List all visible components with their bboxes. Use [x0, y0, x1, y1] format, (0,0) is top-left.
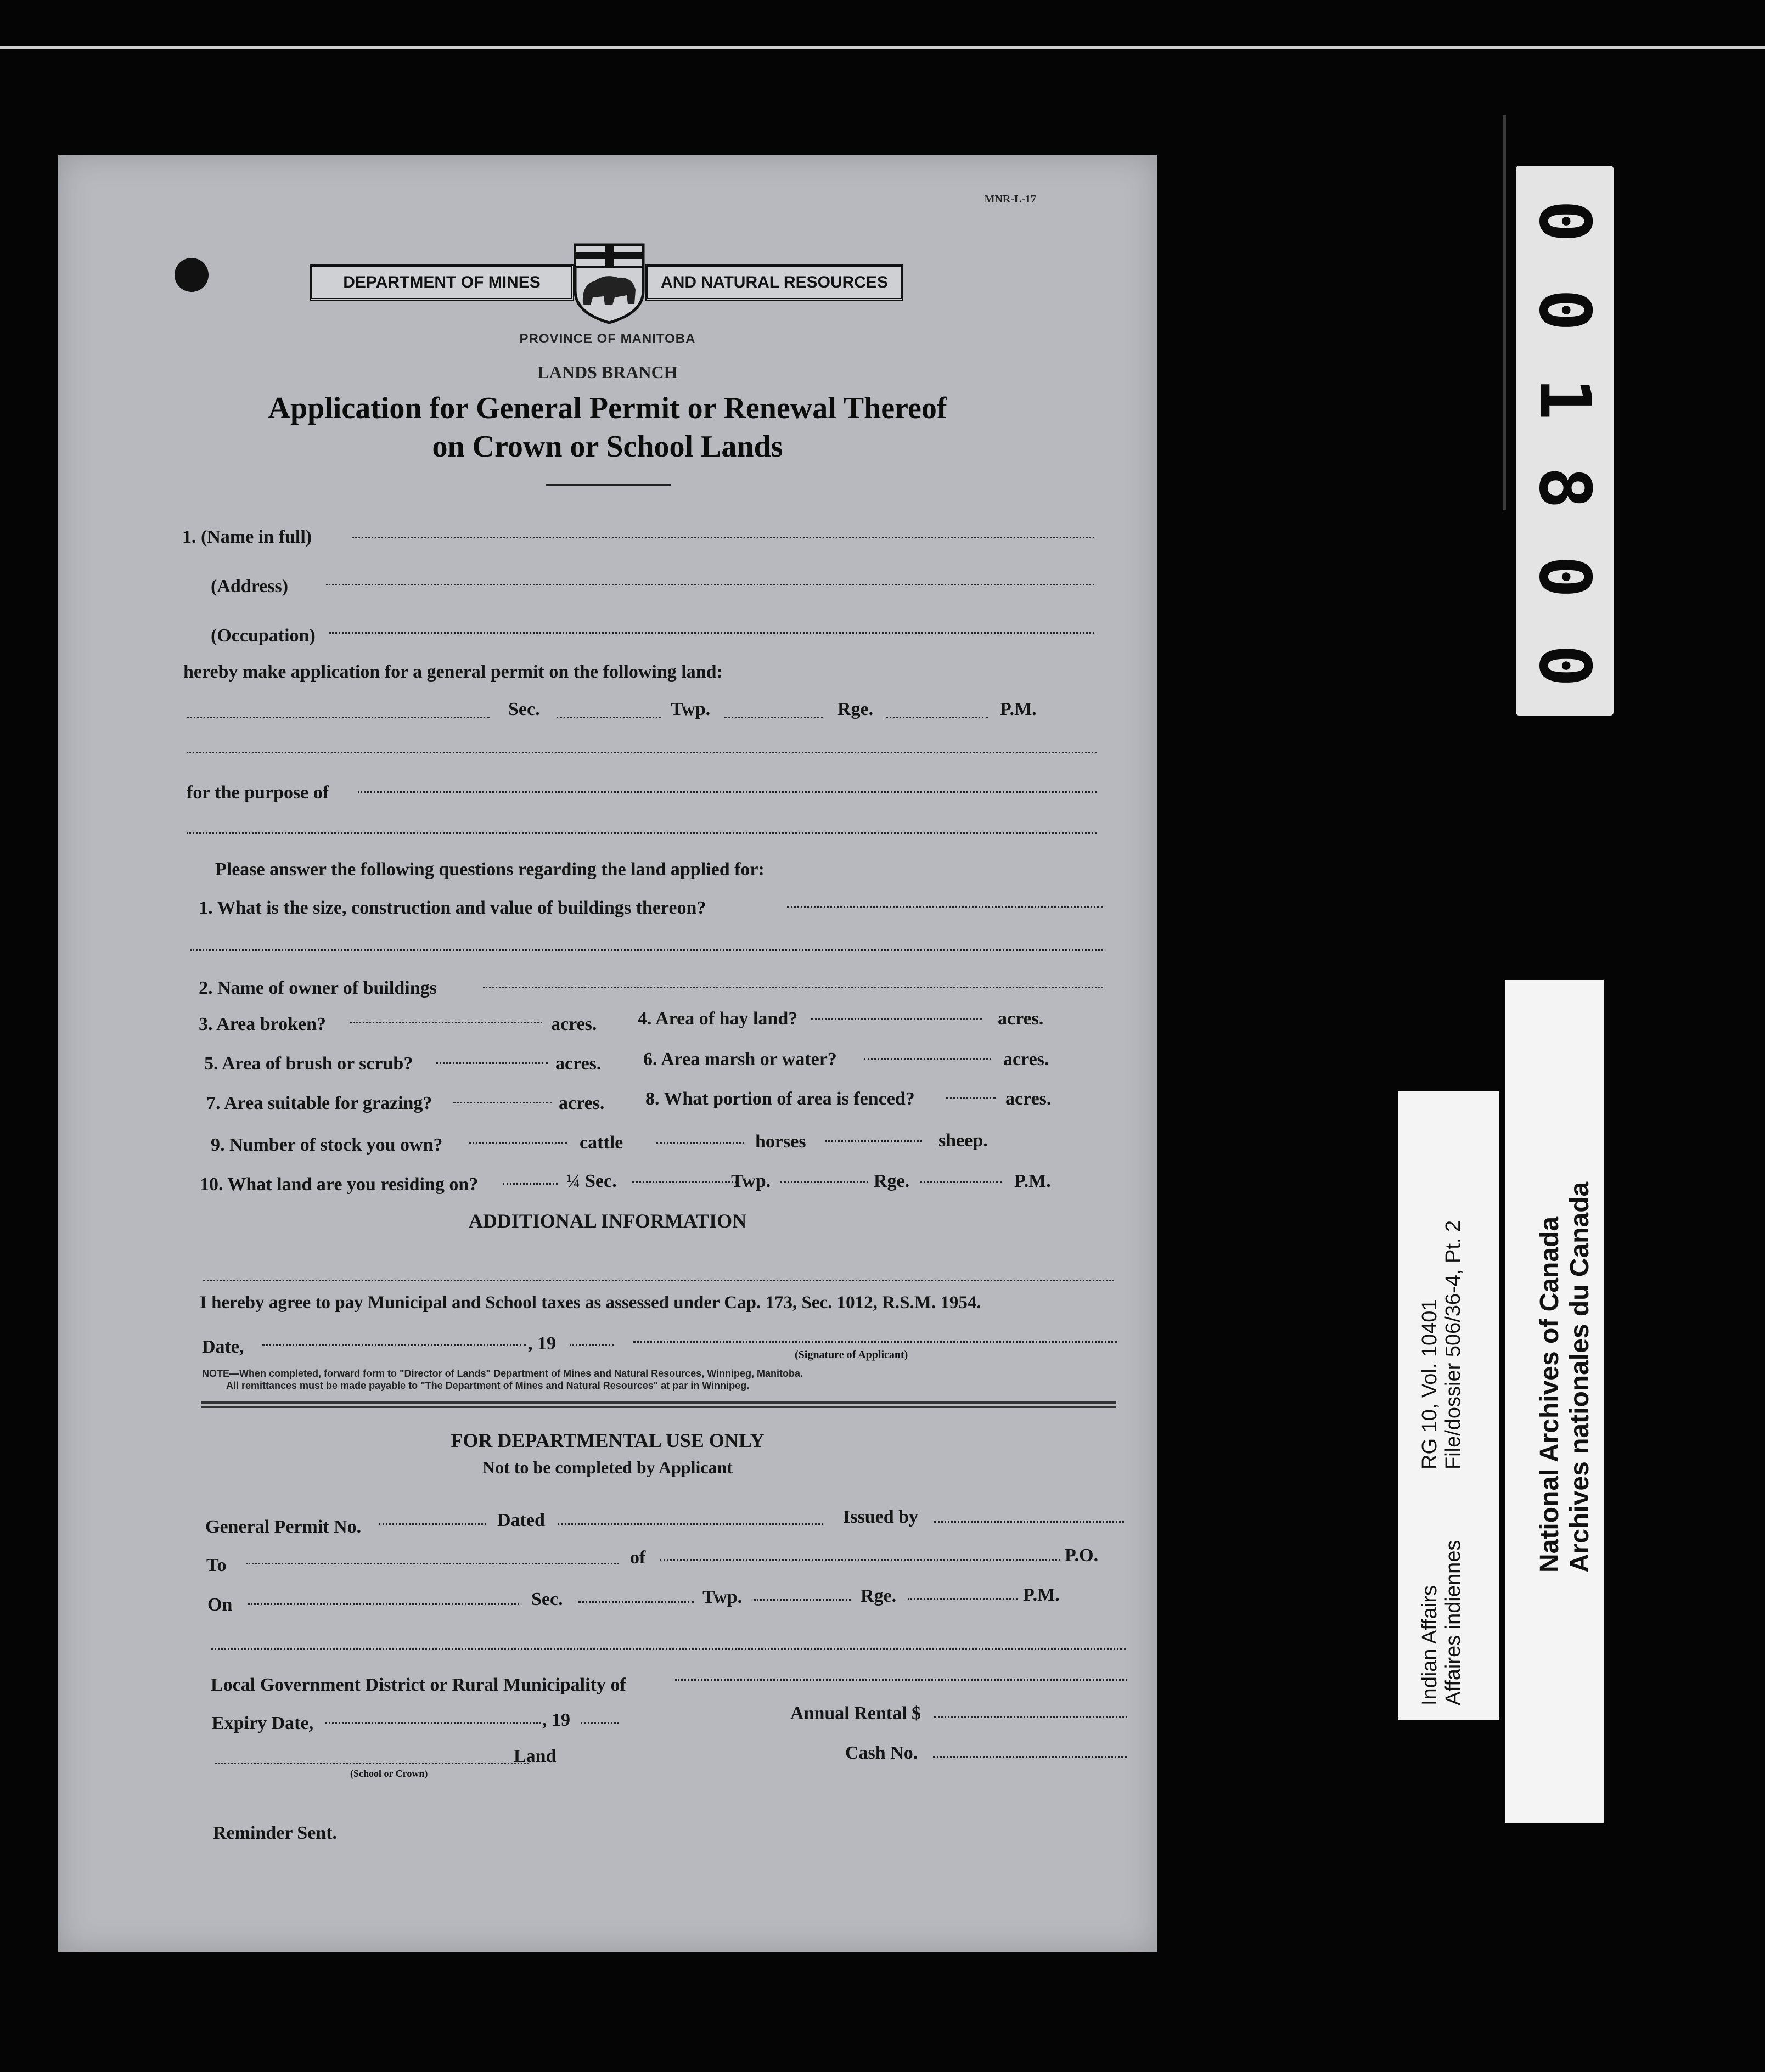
- tax-agreement: I hereby agree to pay Municipal and School taxes as assessed under Cap. 173, Sec. 1012, R.S.M. 1954.: [200, 1293, 981, 1313]
- date-field[interactable]: [262, 1344, 526, 1346]
- on-label: On: [207, 1595, 233, 1615]
- to-field[interactable]: [246, 1563, 619, 1564]
- departmental-subheading: Not to be completed by Applicant: [482, 1457, 733, 1477]
- departmental-heading: FOR DEPARTMENTAL USE ONLY: [451, 1429, 765, 1451]
- school-or-crown-field[interactable]: [215, 1763, 529, 1764]
- province-label: PROVINCE OF MANITOBA: [519, 331, 696, 346]
- question-8-unit: acres.: [1005, 1089, 1052, 1109]
- question-4-label: 4. Area of hay land?: [638, 1009, 798, 1029]
- sec-label: Sec.: [508, 699, 540, 719]
- annual-rental-field[interactable]: [934, 1716, 1127, 1718]
- date-label: Date,: [202, 1337, 244, 1357]
- question-10-label: 10. What land are you residing on?: [200, 1174, 479, 1195]
- residence-twp-label: Twp.: [731, 1171, 771, 1191]
- question-6-unit: acres.: [1003, 1049, 1049, 1069]
- question-3-field[interactable]: [350, 1022, 542, 1023]
- residence-quarter-field[interactable]: [503, 1183, 558, 1185]
- land-description-line2[interactable]: [187, 752, 1097, 753]
- film-digit: 0: [1524, 644, 1606, 687]
- question-7-label: 7. Area suitable for grazing?: [206, 1093, 432, 1113]
- film-digit: 1: [1524, 378, 1606, 420]
- question-5-label: 5. Area of brush or scrub?: [204, 1054, 413, 1074]
- horses-label: horses: [755, 1131, 806, 1152]
- question-1-field[interactable]: [787, 906, 1103, 908]
- name-label: 1. (Name in full): [182, 527, 312, 547]
- signature-caption: (Signature of Applicant): [795, 1349, 908, 1361]
- film-digit: 0: [1524, 289, 1606, 331]
- address-field[interactable]: [326, 584, 1094, 585]
- note-line-2: All remittances must be made payable to "The Department of Mines and Natural Resources" at par in Winnipeg.: [226, 1380, 750, 1391]
- dated-field[interactable]: [558, 1523, 823, 1525]
- residence-sec-label: ¼ Sec.: [566, 1171, 617, 1191]
- expiry-date-field[interactable]: [325, 1722, 541, 1724]
- purpose-line2[interactable]: [187, 832, 1097, 834]
- occupation-field[interactable]: [329, 632, 1094, 634]
- question-7-field[interactable]: [453, 1102, 552, 1103]
- film-reel-number: [1516, 166, 1614, 716]
- cattle-label: cattle: [580, 1133, 623, 1153]
- question-5-field[interactable]: [436, 1062, 548, 1064]
- dept-pm-label: P.M.: [1023, 1585, 1060, 1605]
- dated-label: Dated: [497, 1510, 545, 1530]
- department-left-label: DEPARTMENT OF MINES: [310, 264, 574, 301]
- archive-name-english: National Archives of Canada: [1535, 1216, 1564, 1573]
- cattle-field[interactable]: [469, 1142, 567, 1144]
- question-1-label: 1. What is the size, construction and value of buildings thereon?: [199, 898, 706, 918]
- form-title-line2: on Crown or School Lands: [432, 430, 783, 464]
- po-label: P.O.: [1065, 1545, 1099, 1566]
- residence-rge-label: Rge.: [874, 1171, 910, 1191]
- dept-sec-field[interactable]: [578, 1601, 694, 1603]
- archive-name-label: [1505, 980, 1604, 1823]
- form-title-line1: Application for General Permit or Renewal Thereof: [268, 391, 947, 425]
- residence-pm-label: P.M.: [1014, 1171, 1051, 1191]
- question-4-field[interactable]: [811, 1018, 982, 1020]
- dept-twp-field[interactable]: [754, 1599, 851, 1601]
- issued-by-label: Issued by: [843, 1507, 919, 1527]
- film-digit: 0: [1524, 555, 1606, 598]
- application-form: [58, 155, 1157, 1952]
- purpose-label: for the purpose of: [187, 782, 329, 803]
- sheep-field[interactable]: [825, 1140, 922, 1142]
- question-8-field[interactable]: [946, 1097, 996, 1099]
- cash-no-label: Cash No.: [845, 1743, 918, 1763]
- cash-no-field[interactable]: [933, 1756, 1127, 1758]
- question-6-label: 6. Area marsh or water?: [643, 1049, 837, 1069]
- top-border-line: [0, 46, 1765, 49]
- municipality-label: Local Government District or Rural Municipality of: [211, 1675, 626, 1695]
- sec-field[interactable]: [557, 717, 661, 718]
- of-label: of: [630, 1547, 646, 1568]
- question-3-label: 3. Area broken?: [199, 1014, 327, 1034]
- film-digit: 8: [1524, 466, 1606, 509]
- horses-field[interactable]: [656, 1142, 744, 1144]
- expiry-year-prefix: , 19: [542, 1710, 570, 1730]
- dept-sec-label: Sec.: [531, 1589, 563, 1609]
- on-field[interactable]: [248, 1603, 519, 1605]
- additional-information-heading: ADDITIONAL INFORMATION: [468, 1210, 747, 1232]
- question-8-label: 8. What portion of area is fenced?: [645, 1089, 915, 1109]
- archive-name-french: Archives nationales du Canada: [1565, 1181, 1594, 1573]
- manitoba-crest-icon: [571, 243, 648, 325]
- residence-rge-field[interactable]: [920, 1181, 1002, 1183]
- municipality-field[interactable]: [675, 1679, 1127, 1681]
- rge-label: Rge.: [837, 699, 874, 719]
- land-description-field[interactable]: [187, 717, 490, 718]
- reference-line-1: RG 10, Vol. 10401: [1418, 1299, 1441, 1469]
- sheep-label: sheep.: [938, 1130, 988, 1151]
- dept-rge-field[interactable]: [908, 1598, 1018, 1600]
- film-digit: 0: [1524, 200, 1606, 243]
- section-divider: [201, 1401, 1116, 1408]
- department-english: Indian Affairs: [1418, 1585, 1441, 1705]
- film-edge-line: [1503, 115, 1506, 510]
- permit-number-label: General Permit No.: [205, 1517, 362, 1537]
- of-field[interactable]: [660, 1559, 1060, 1561]
- question-1-line2[interactable]: [190, 949, 1103, 951]
- department-french: Affaires indiennes: [1442, 1540, 1465, 1705]
- application-statement: hereby make application for a general permit on the following land:: [183, 662, 723, 682]
- question-5-unit: acres.: [555, 1054, 602, 1074]
- questions-intro: Please answer the following questions regarding the land applied for:: [215, 859, 765, 880]
- date-year-prefix: , 19: [528, 1333, 556, 1354]
- submission-note: [202, 1367, 803, 1392]
- question-7-unit: acres.: [559, 1093, 605, 1113]
- dept-twp-label: Twp.: [702, 1587, 743, 1607]
- rge-field[interactable]: [886, 717, 988, 718]
- note-line-1: NOTE—When completed, forward form to "Director of Lands" Department of Mines and Natural Resources, Winnipeg, Manitoba.: [202, 1368, 803, 1379]
- to-label: To: [206, 1555, 227, 1575]
- issued-by-field[interactable]: [934, 1521, 1124, 1523]
- title-rule: [546, 484, 671, 486]
- pm-label: P.M.: [1000, 699, 1037, 719]
- twp-label: Twp.: [671, 699, 711, 719]
- purpose-field[interactable]: [358, 791, 1097, 793]
- question-2-field[interactable]: [483, 987, 1103, 988]
- archive-reference-label: [1398, 1091, 1499, 1720]
- signature-field[interactable]: [633, 1341, 1117, 1343]
- occupation-label: (Occupation): [211, 626, 316, 646]
- reference-line-2: File/dossier 506/36-4, Pt. 2: [1442, 1220, 1465, 1469]
- annual-rental-label: Annual Rental $: [790, 1703, 921, 1724]
- question-6-field[interactable]: [864, 1058, 991, 1060]
- reminder-sent-label: Reminder Sent.: [213, 1823, 338, 1843]
- form-code: MNR-L-17: [984, 193, 1036, 205]
- question-3-unit: acres.: [551, 1014, 597, 1034]
- expiry-date-label: Expiry Date,: [212, 1713, 314, 1733]
- land-label: Land: [514, 1746, 557, 1766]
- residence-sec-field[interactable]: [632, 1181, 737, 1183]
- dept-rge-label: Rge.: [861, 1586, 897, 1606]
- department-right-label: AND NATURAL RESOURCES: [645, 264, 903, 301]
- permit-number-field[interactable]: [379, 1523, 486, 1525]
- question-9-label: 9. Number of stock you own?: [211, 1135, 443, 1155]
- date-year-field[interactable]: [570, 1344, 614, 1346]
- expiry-year-field[interactable]: [581, 1722, 619, 1724]
- address-label: (Address): [211, 576, 289, 596]
- name-field[interactable]: [352, 537, 1094, 538]
- branch-label: LANDS BRANCH: [537, 362, 678, 382]
- land-line[interactable]: [211, 1648, 1126, 1650]
- additional-information-field[interactable]: [203, 1280, 1114, 1281]
- school-or-crown-caption: (School or Crown): [350, 1768, 428, 1779]
- question-4-unit: acres.: [998, 1009, 1044, 1029]
- residence-twp-field[interactable]: [780, 1181, 868, 1183]
- twp-field[interactable]: [724, 717, 823, 718]
- question-2-label: 2. Name of owner of buildings: [199, 978, 437, 998]
- punch-hole: [175, 258, 209, 292]
